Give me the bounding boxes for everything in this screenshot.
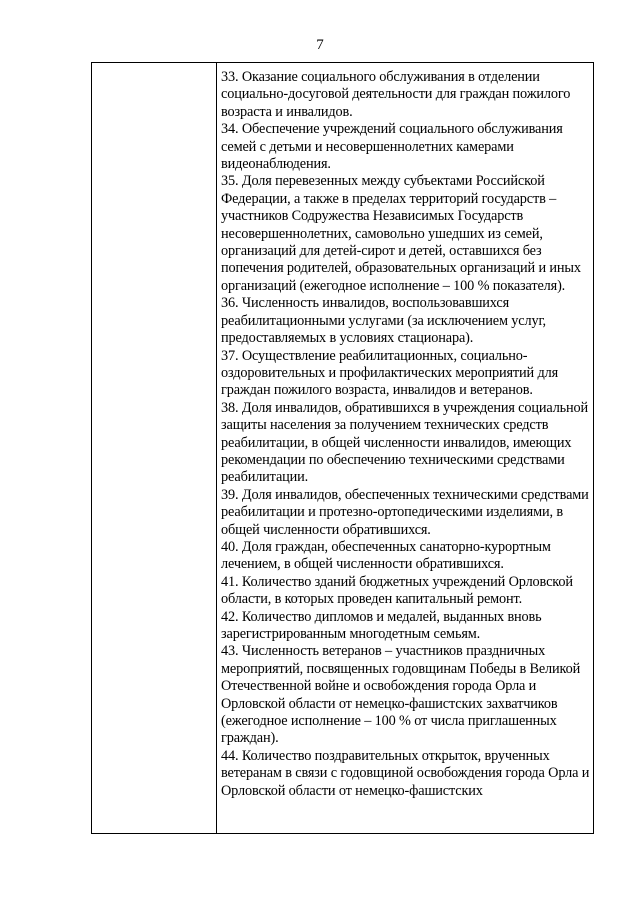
document-table: [91, 62, 594, 834]
list-item: 33. Оказание социального обслуживания в отделении социально-досуговой деятельности для граждан пожилого возраста и инвалидов.: [221, 69, 571, 120]
page-number: 7: [316, 37, 324, 53]
list-item: 42. Количество дипломов и медалей, выданных вновь зарегистрированным многодетным семьям.: [221, 608, 542, 642]
column-divider: [216, 63, 217, 833]
list-item: 39. Доля инвалидов, обеспеченных техническими средствами реабилитации и протезно-ортопедическими изделиями, в общей численности обратившихся.: [221, 486, 589, 538]
list-item: 40. Доля граждан, обеспеченных санаторно-курортным лечением, в общей численности обратившихся.: [221, 538, 551, 573]
list-item: 44. Количество поздравительных открыток, врученных ветеранам в связи с годовщиной освобождения города Орла и Орловской области от немецко-фашистских: [221, 747, 590, 799]
list-item: 43. Численность ветеранов – участников праздничных мероприятий, посвященных годовщинам Победы в Великой Отечественной войне и освобождения города Орла и Орловской области от немецко-фашистских захватчиков (ежегодное исполнение – 100 % от числа приглашенных граждан).: [221, 643, 581, 747]
list-item: 36. Численность инвалидов, воспользовавшихся реабилитационными услугами (за исключением услуг, предоставляемых в условиях стационара).: [221, 295, 546, 347]
list-item: 37. Осуществление реабилитационных, социально-оздоровительных и профилактических мероприятий для граждан пожилого возраста, инвалидов и ветеранов.: [221, 347, 558, 399]
list-item: 38. Доля инвалидов, обратившихся в учреждения социальной защиты населения за получением технических средств реабилитации, в общей численности инвалидов, имеющих рекомендации по обеспечению техническими средствами реабилитации.: [221, 399, 589, 486]
indicator-list: [221, 69, 591, 800]
list-item: 41. Количество зданий бюджетных учреждений Орловской области, в которых проведен капитальный ремонт.: [221, 573, 573, 608]
list-item: 34. Обеспечение учреждений социального обслуживания семей с детьми и несовершеннолетних камерами видеонаблюдения.: [221, 121, 563, 173]
list-item: 35. Доля перевезенных между субъектами Российской Федерации, а также в пределах территорий государств – участников Содружества Независимых Государств несовершеннолетних, самовольно ушедших из семей, организаций для детей-сирот и детей, оставшихся без попечения родителей, образовательных организаций и иных организаций (ежегодное исполнение – 100 % показателя).: [221, 173, 581, 294]
